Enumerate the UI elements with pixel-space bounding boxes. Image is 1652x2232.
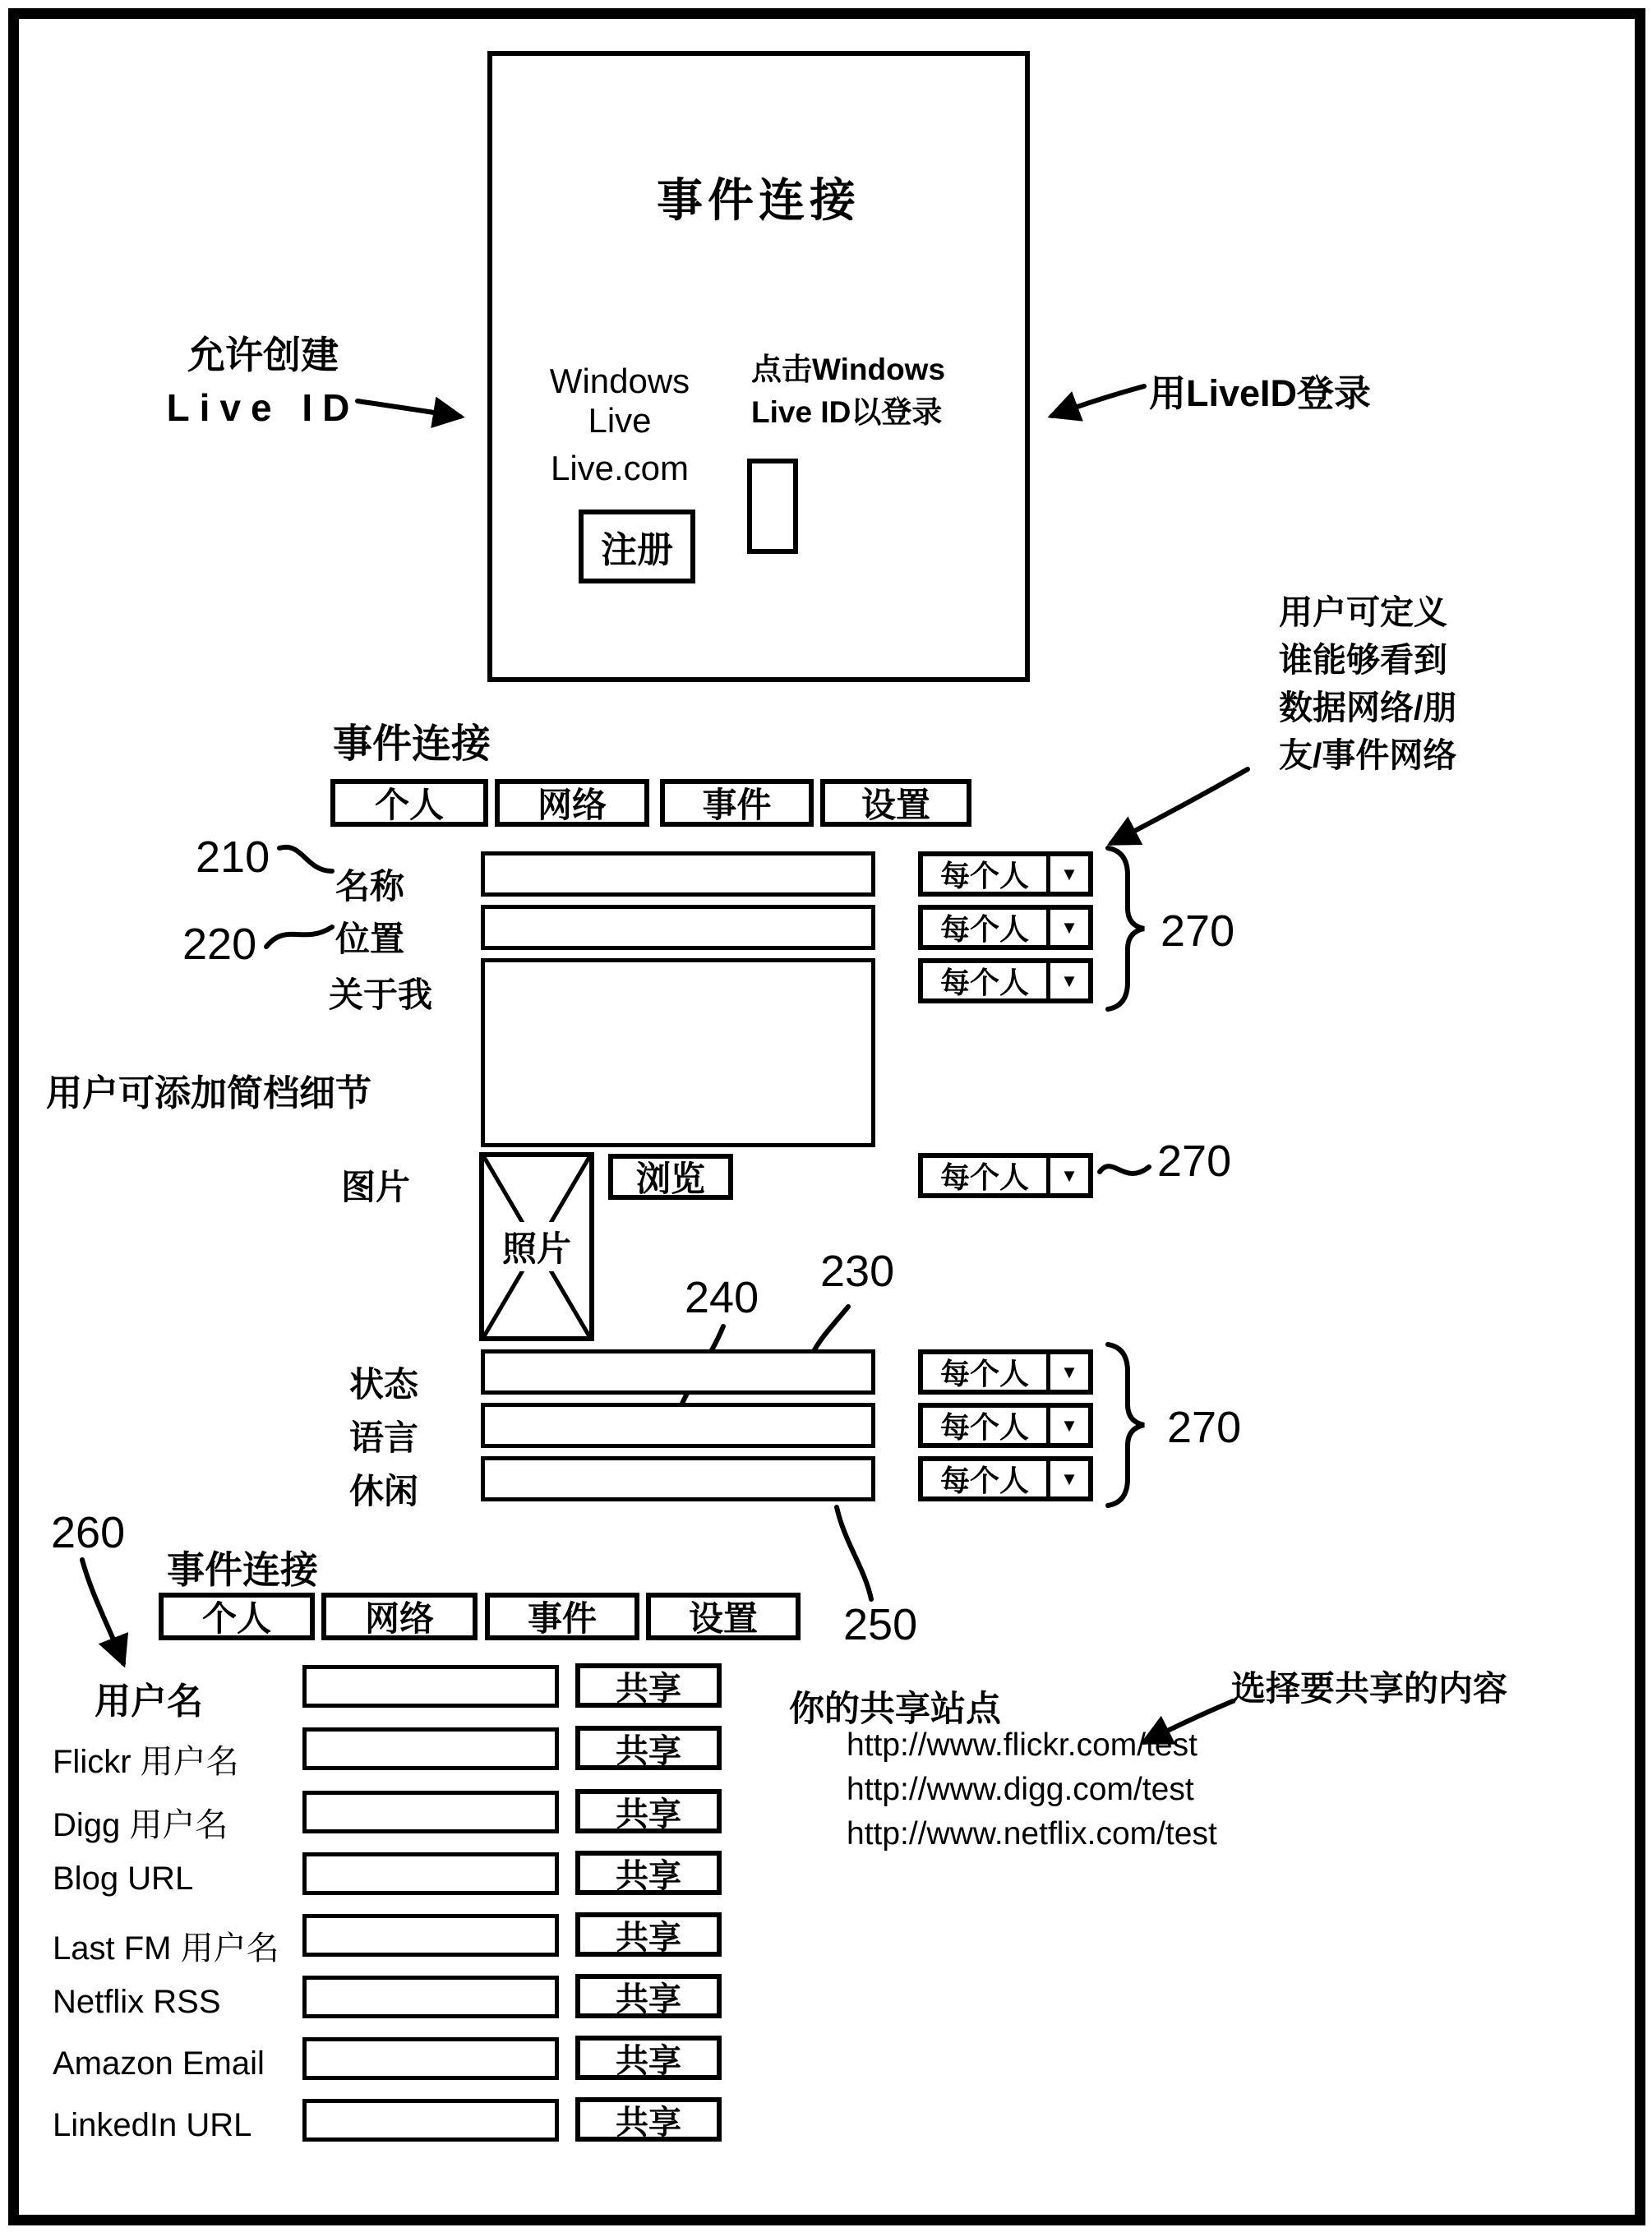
add-profile-details-callout: 用户可添加简档细节 <box>46 1073 371 1114</box>
location-input[interactable] <box>481 905 875 950</box>
location-label: 位置 <box>335 920 405 958</box>
visibility-note-callout: 用户可定义 谁能够看到 数据网络/朋 友/事件网络 <box>1279 593 1457 774</box>
login-panel <box>487 51 1030 682</box>
language-label: 语言 <box>349 1418 419 1457</box>
live-com-brand-text: Live.com <box>550 449 690 487</box>
lastfm-username-input[interactable] <box>302 1914 559 1957</box>
lastfm-username-label: Last FM 用户名 <box>53 1930 279 1967</box>
linkedin-url-input[interactable] <box>302 2099 559 2142</box>
signin-with-liveid-callout: 用LiveID登录 <box>1149 372 1372 414</box>
tab-personal-2[interactable]: 个人 <box>159 1593 315 1640</box>
sharing-panel-heading: 事件连接 <box>167 1548 318 1591</box>
visibility-value: 每个人 <box>939 859 1029 892</box>
chevron-down-icon: ▼ <box>1046 1158 1088 1193</box>
ref-260: 260 <box>51 1508 126 1557</box>
choose-share-callout: 选择要共享的内容 <box>1231 1669 1508 1708</box>
about-me-textarea[interactable] <box>481 958 875 1147</box>
tab-personal[interactable]: 个人 <box>330 779 488 827</box>
chevron-down-icon: ▼ <box>1046 963 1088 998</box>
leisure-visibility-dropdown[interactable] <box>918 1456 1093 1501</box>
leisure-label: 休闲 <box>349 1472 419 1510</box>
ref-240: 240 <box>685 1273 759 1322</box>
flickr-username-input[interactable] <box>302 1727 559 1770</box>
picture-label: 图片 <box>341 1168 411 1206</box>
chevron-down-icon: ▼ <box>1046 910 1088 945</box>
digg-username-input[interactable] <box>302 1791 559 1833</box>
chevron-down-icon: ▼ <box>1046 856 1088 892</box>
tab-events[interactable]: 事件 <box>660 779 814 827</box>
shared-site-netflix: http://www.netflix.com/test <box>847 1816 1217 1852</box>
language-visibility-dropdown[interactable] <box>918 1403 1093 1448</box>
share-button-digg[interactable]: 共享 <box>575 1789 722 1833</box>
tab-network-2[interactable]: 网络 <box>321 1593 478 1640</box>
digg-username-label: Digg 用户名 <box>53 1807 228 1843</box>
share-button-linkedin[interactable]: 共享 <box>575 2097 722 2142</box>
language-input[interactable] <box>481 1403 875 1448</box>
netflix-rss-label: Netflix RSS <box>53 1984 221 2020</box>
liveid-signin-checkbox[interactable] <box>747 459 798 554</box>
name-input[interactable] <box>481 851 875 897</box>
ref-270-bottom: 270 <box>1167 1403 1242 1452</box>
profile-panel-heading: 事件连接 <box>333 722 491 766</box>
share-button-netflix[interactable]: 共享 <box>575 1974 722 2018</box>
ref-210: 210 <box>196 832 270 882</box>
login-panel-title: 事件连接 <box>657 174 861 226</box>
ref-250: 250 <box>843 1600 918 1649</box>
about-visibility-dropdown[interactable] <box>918 958 1093 1003</box>
allow-create-line2: Live ID <box>166 386 360 429</box>
username-label: 用户名 <box>95 1681 203 1722</box>
allow-create-liveid-callout <box>132 329 395 434</box>
blog-url-input[interactable] <box>302 1852 559 1895</box>
chevron-down-icon: ▼ <box>1046 1354 1088 1390</box>
browse-button[interactable]: 浏览 <box>608 1154 733 1200</box>
username-input[interactable] <box>302 1665 559 1708</box>
signin-hint-line2: Live ID以登录 <box>751 395 943 429</box>
ref-230: 230 <box>820 1247 895 1296</box>
signin-hint-line1: 点击Windows <box>751 353 946 386</box>
amazon-email-label: Amazon Email <box>53 2045 265 2082</box>
tab-network[interactable]: 网络 <box>495 779 649 827</box>
ref-220: 220 <box>182 920 257 969</box>
blog-url-label: Blog URL <box>53 1861 194 1897</box>
share-button-lastfm[interactable]: 共享 <box>575 1912 722 1957</box>
tab-events-2[interactable]: 事件 <box>485 1593 639 1640</box>
status-visibility-dropdown[interactable] <box>918 1349 1093 1395</box>
leisure-input[interactable] <box>481 1456 875 1501</box>
shared-site-digg: http://www.digg.com/test <box>847 1772 1194 1807</box>
about-me-label: 关于我 <box>329 975 433 1014</box>
photo-placeholder-label: 照片 <box>499 1222 575 1271</box>
tab-settings[interactable]: 设置 <box>820 779 971 827</box>
chevron-down-icon: ▼ <box>1046 1408 1088 1443</box>
ref-270-top: 270 <box>1161 906 1235 956</box>
netflix-rss-input[interactable] <box>302 1976 559 2018</box>
share-button-username[interactable]: 共享 <box>575 1663 722 1708</box>
name-label: 名称 <box>335 867 405 906</box>
name-visibility-dropdown[interactable] <box>918 851 1093 897</box>
tab-settings-2[interactable]: 设置 <box>646 1593 801 1640</box>
signup-button[interactable]: 注册 <box>579 510 695 583</box>
visibility-value: 每个人 <box>939 1464 1029 1497</box>
ref-270-picture: 270 <box>1157 1137 1232 1186</box>
flickr-username-label: Flickr 用户名 <box>53 1744 239 1780</box>
signin-hint-text <box>751 348 1006 434</box>
location-visibility-dropdown[interactable] <box>918 905 1093 950</box>
visibility-value: 每个人 <box>939 912 1029 946</box>
shared-site-flickr: http://www.flickr.com/test <box>847 1727 1197 1763</box>
amazon-email-input[interactable] <box>302 2037 559 2080</box>
allow-create-line1: 允许创建 <box>187 334 339 376</box>
visibility-value: 每个人 <box>939 966 1029 999</box>
photo-placeholder-box[interactable] <box>479 1152 594 1341</box>
visibility-value: 每个人 <box>939 1160 1029 1194</box>
status-label: 状态 <box>349 1365 419 1404</box>
chevron-down-icon: ▼ <box>1046 1461 1088 1496</box>
share-button-flickr[interactable]: 共享 <box>575 1726 722 1770</box>
share-button-blog[interactable]: 共享 <box>575 1851 722 1895</box>
shared-sites-heading: 你的共享站点 <box>789 1690 1001 1729</box>
windows-live-brand-text: Windows Live <box>549 362 690 440</box>
linkedin-url-label: LinkedIn URL <box>53 2107 252 2143</box>
share-button-amazon[interactable]: 共享 <box>575 2036 722 2080</box>
status-input[interactable] <box>481 1349 875 1395</box>
picture-visibility-dropdown[interactable] <box>918 1153 1093 1198</box>
visibility-value: 每个人 <box>939 1357 1029 1390</box>
visibility-value: 每个人 <box>939 1410 1029 1444</box>
